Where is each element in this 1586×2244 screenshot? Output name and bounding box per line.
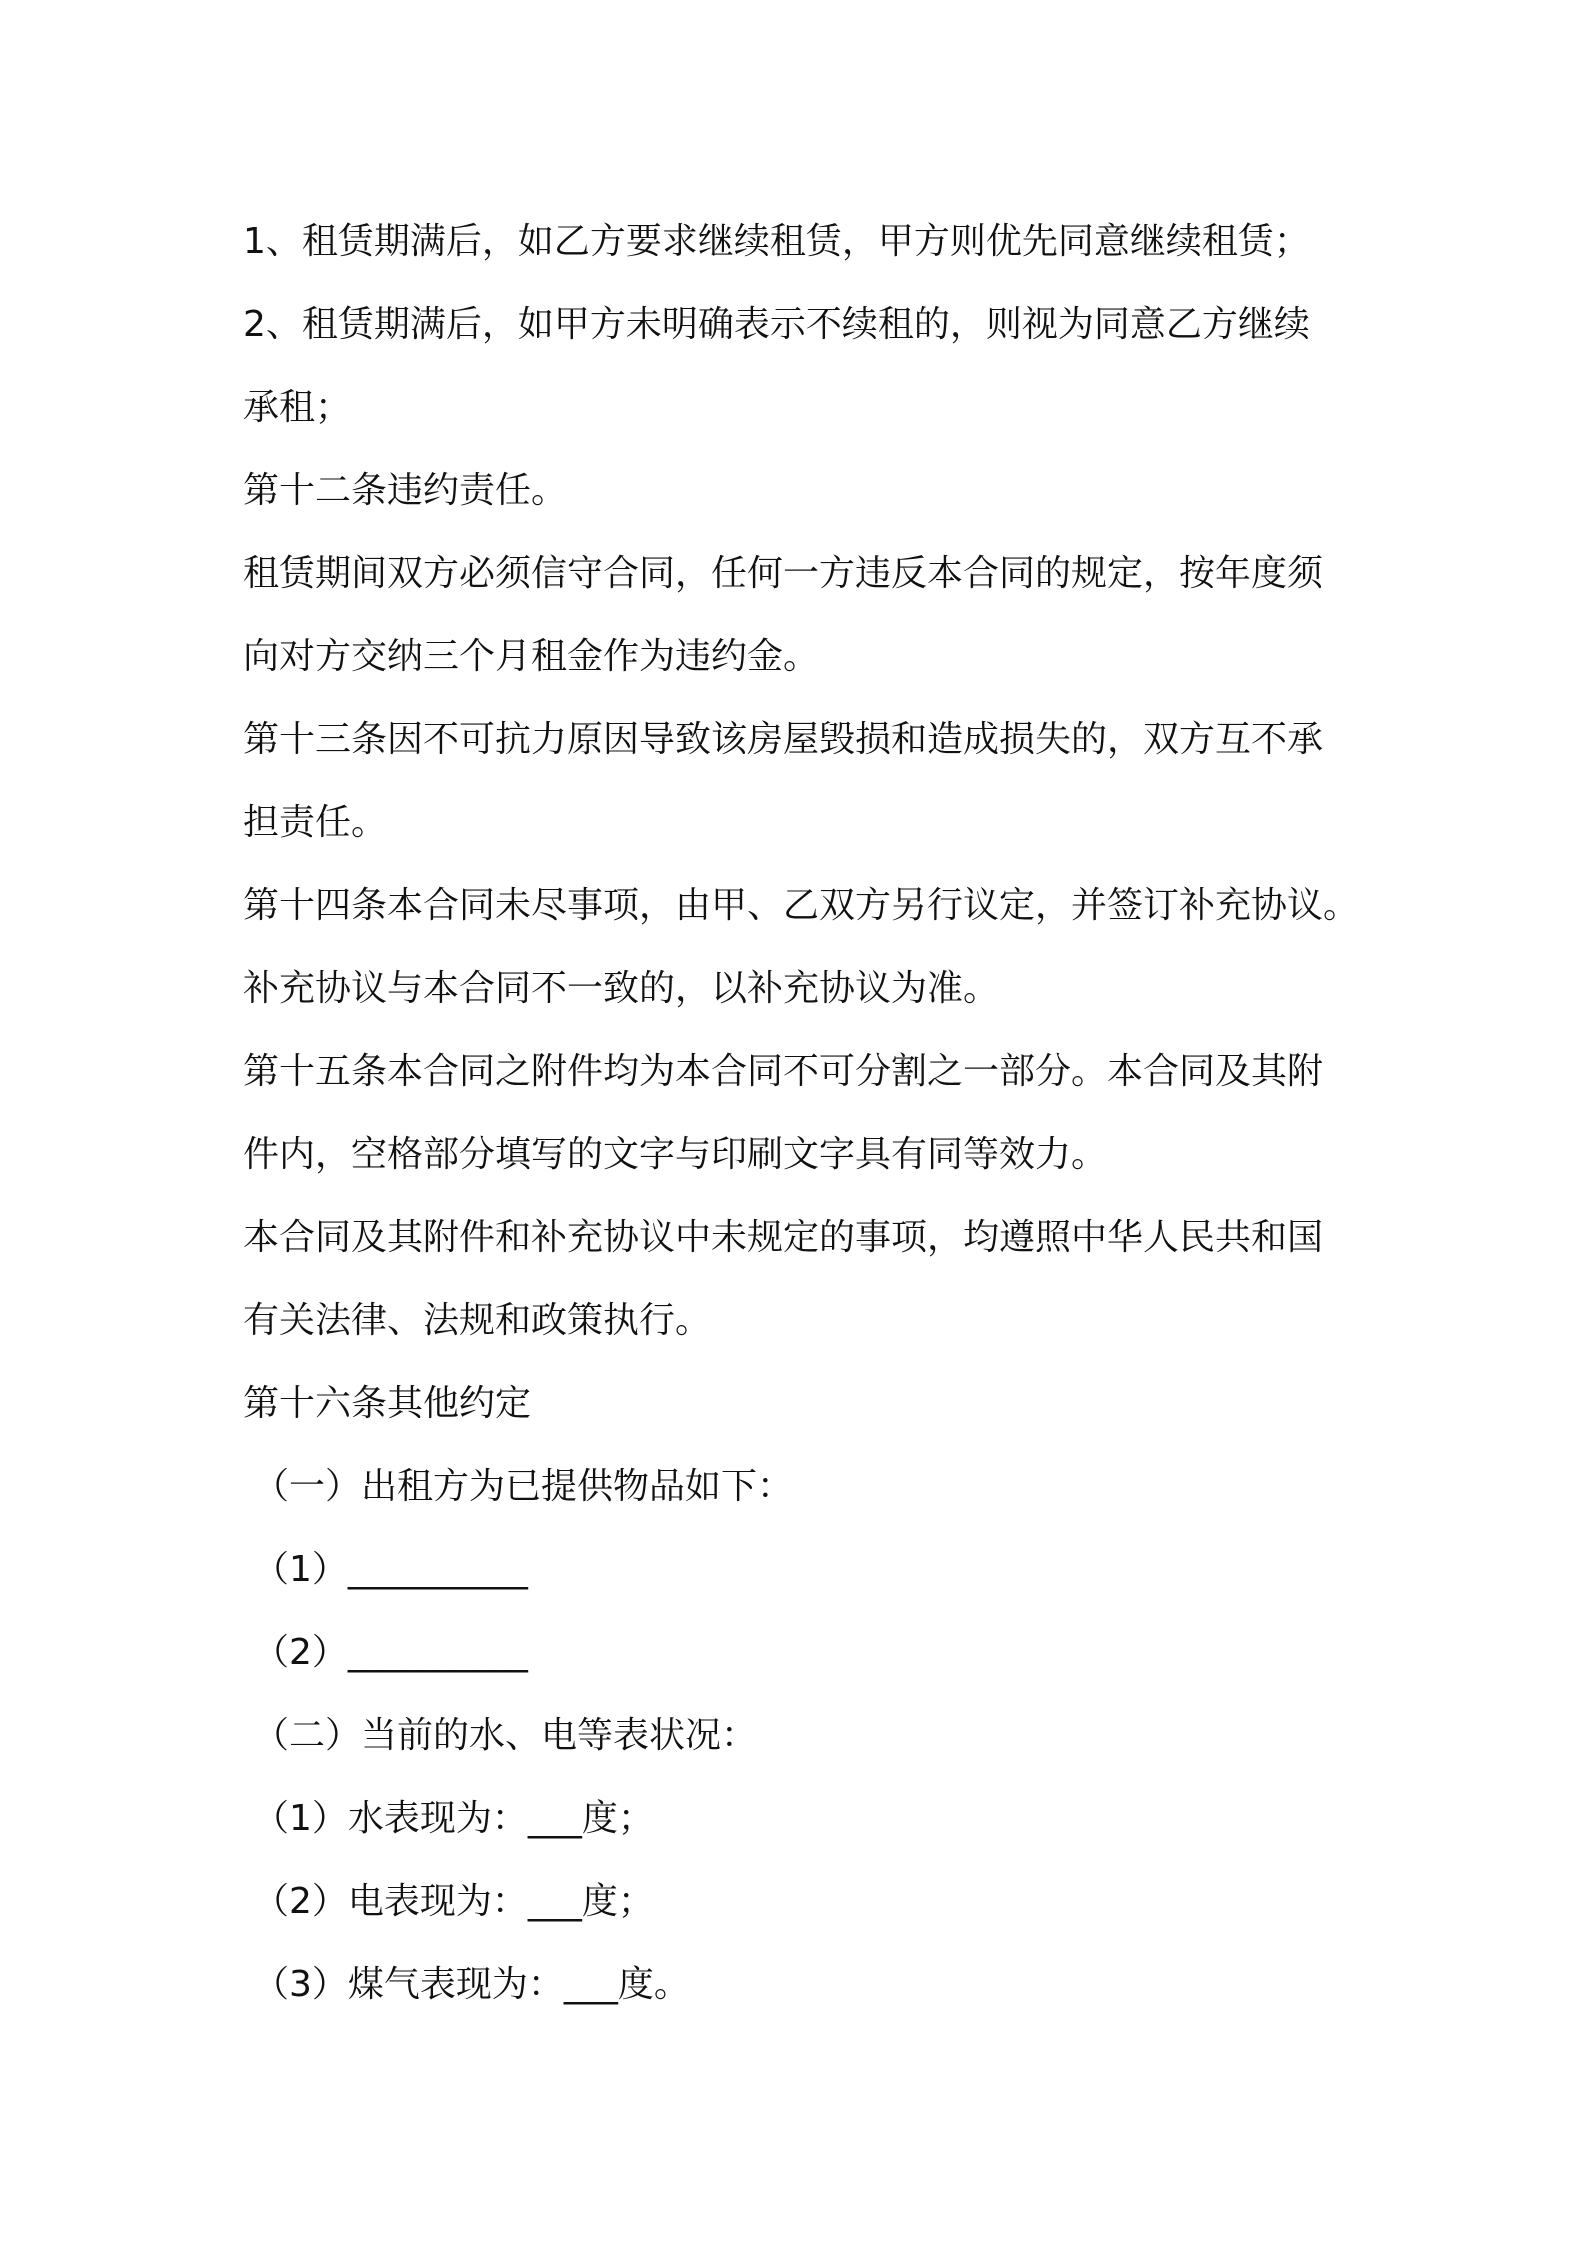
supplementary-clause: 本合同及其附件和补充协议中未规定的事项，均遵照中华人民共和国 [243, 1217, 1324, 1258]
provided-items-heading: （一）出租方为已提供物品如下： [253, 1466, 794, 1507]
provided-item-1: （1）__________ [253, 1549, 528, 1590]
provided-item-2: （2）__________ [253, 1632, 528, 1673]
article-16-heading: 第十六条其他约定 [243, 1383, 532, 1424]
article-12-heading: 第十二条违约责任。 [243, 470, 568, 511]
supplementary-clause-cont: 有关法律、法规和政策执行。 [243, 1300, 712, 1341]
water-meter-reading: （1）水表现为：___度； [253, 1798, 654, 1839]
article-12-text: 租赁期间双方必须信守合同，任何一方违反本合同的规定，按年度须 [243, 553, 1324, 594]
clause-renewal-2: 2、租赁期满后，如甲方未明确表示不续租的，则视为同意乙方继续 [243, 304, 1310, 345]
meter-status-heading: （二）当前的水、电等表状况： [253, 1715, 758, 1756]
article-13-text: 第十三条因不可抗力原因导致该房屋毁损和造成损失的，双方互不承 [243, 719, 1324, 760]
article-14-text: 第十四条本合同未尽事项，由甲、乙双方另行议定，并签订补充协议。 [243, 885, 1360, 926]
document-body [243, 200, 1363, 2026]
article-13-text-cont: 担责任。 [243, 802, 388, 843]
gas-meter-reading: （3）煤气表现为：___度。 [253, 1964, 690, 2005]
article-15-text-cont: 件内，空格部分填写的文字与印刷文字具有同等效力。 [243, 1134, 1108, 1175]
clause-renewal-1: 1、租赁期满后，如乙方要求继续租赁，甲方则优先同意继续租赁； [243, 221, 1310, 262]
article-15-text: 第十五条本合同之附件均为本合同不可分割之一部分。本合同及其附 [243, 1051, 1324, 1092]
clause-renewal-2-cont: 承租； [243, 387, 352, 428]
electric-meter-reading: （2）电表现为：___度； [253, 1881, 654, 1922]
article-14-text-cont: 补充协议与本合同不一致的，以补充协议为准。 [243, 968, 1000, 1009]
article-12-text-cont: 向对方交纳三个月租金作为违约金。 [243, 636, 820, 677]
